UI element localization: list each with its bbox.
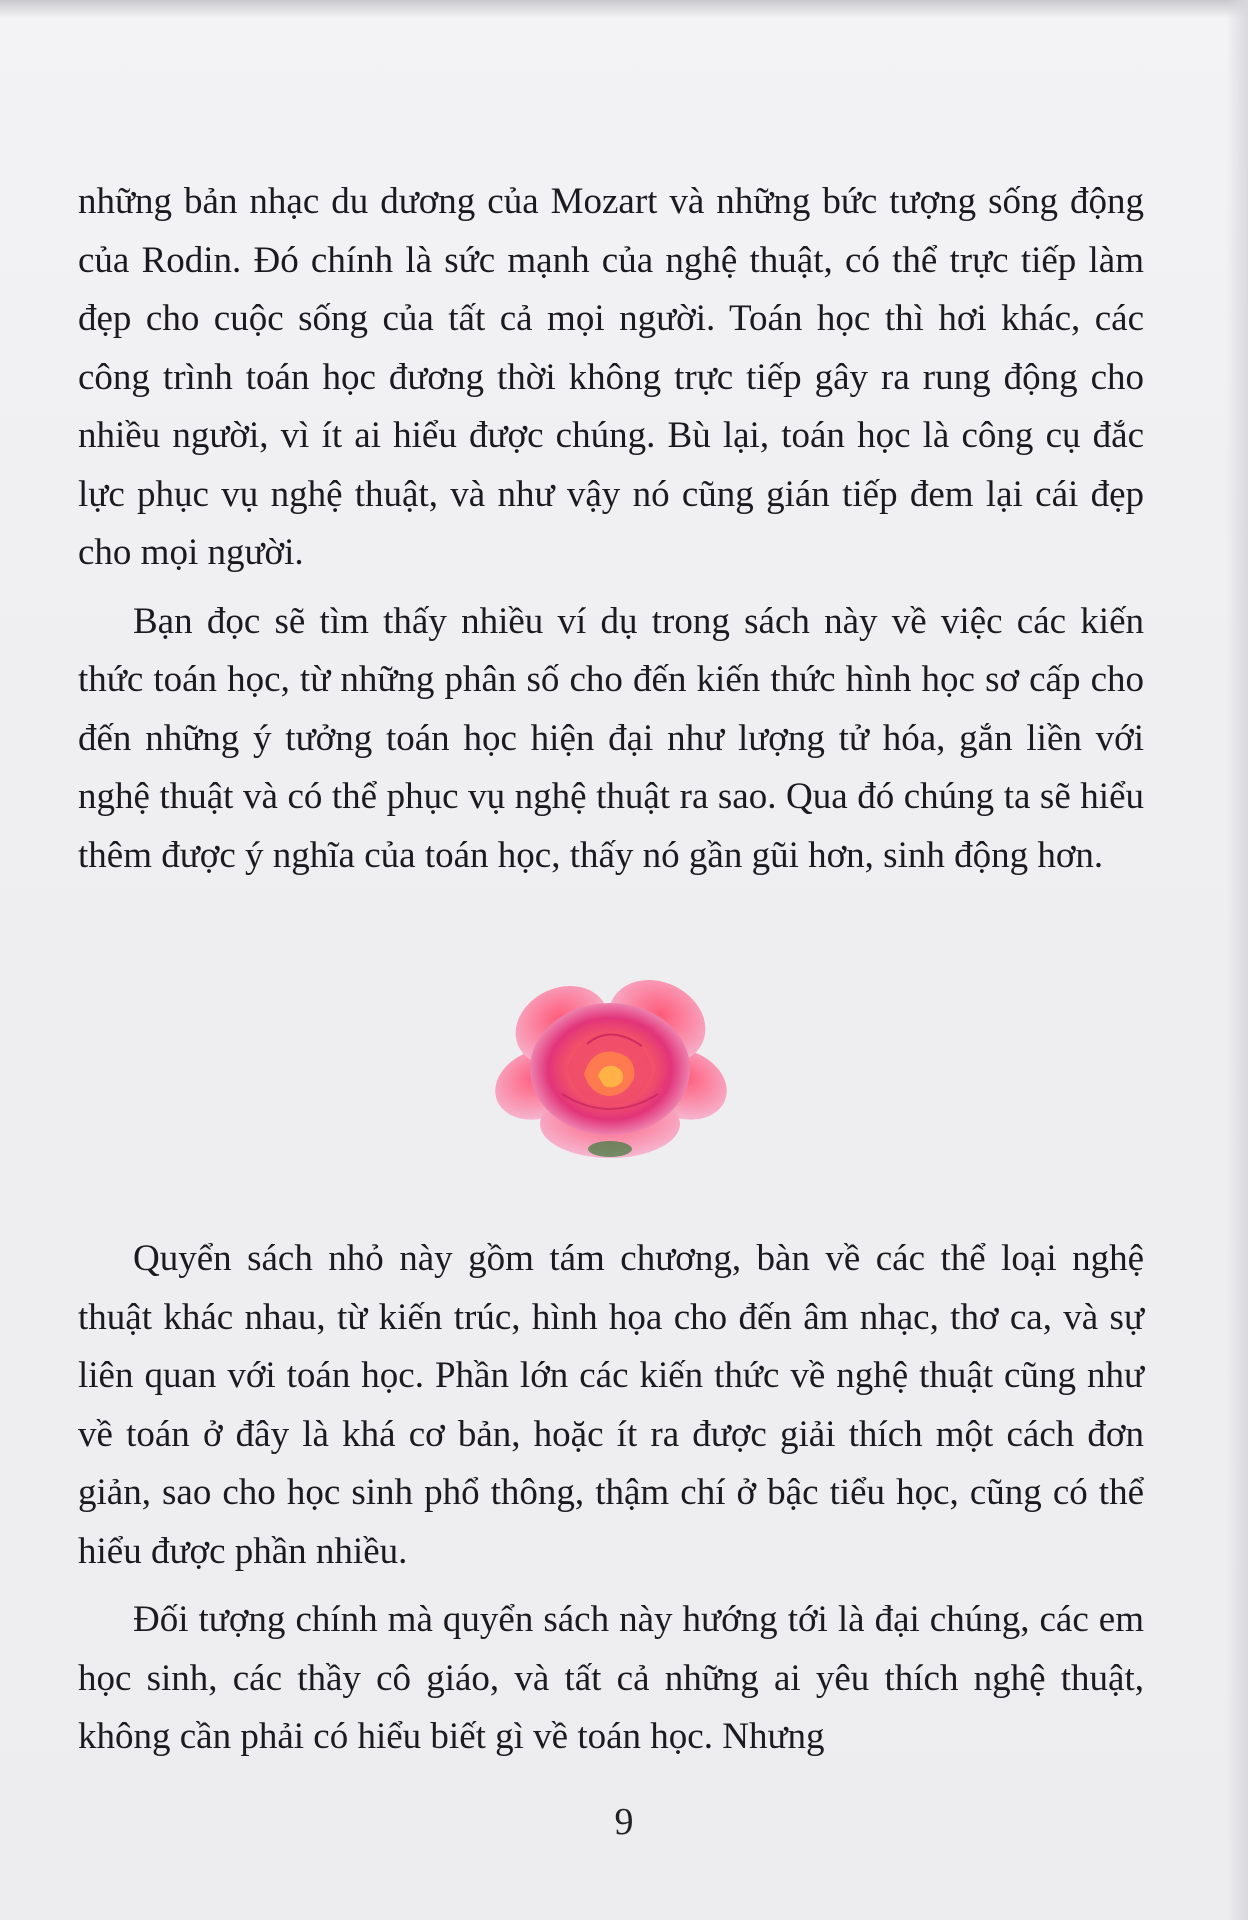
paragraph-mozart-rodin: những bản nhạc du dương của Mozart và những bức tượng sống động của Rodin. Đó chính là sức mạnh của nghệ thuật, có thể trực tiếp làm đẹp cho cuộc sống của tất cả mọi người. Toán học thì hơi khác, các công trình toán học đương thời không trực tiếp gây ra rung động cho nhiều người, vì ít ai hiểu được chúng. Bù lại, toán học là công cụ đắc lực phục vụ nghệ thuật, và như vậy nó cũng gián tiếp đem lại cái đẹp cho mọi người. xyxy=(78,181,1144,573)
page-top-shadow xyxy=(0,0,1248,18)
paragraph-examples: Bạn đọc sẽ tìm thấy nhiều ví dụ trong sách này về việc các kiến thức toán học, từ những phân số cho đến kiến thức hình học sơ cấp cho đến những ý tưởng toán học hiện đại như lượng tử hóa, gắn liền với nghệ thuật và có thể phục vụ nghệ thuật ra sao. Qua đó chúng ta sẽ hiểu thêm được ý nghĩa của toán học, thấy nó gần gũi hơn, sinh động hơn. xyxy=(78,600,1144,876)
paragraph-audience: Đối tượng chính mà quyển sách này hướng tới là đại chúng, các em học sinh, các thầy cô giáo, và tất cả những ai yêu thích nghệ thuật, không cần phải có hiểu biết gì về toán học. Nhưng xyxy=(78,1599,1144,1757)
page-number: 9 xyxy=(614,1801,634,1843)
paragraph-eight-chapters: Quyển sách nhỏ này gồm tám chương, bàn về các thể loại nghệ thuật khác nhau, từ kiến trúc, hình họa cho đến âm nhạc, thơ ca, và sự liên quan với toán học. Phần lớn các kiến thức về nghệ thuật cũng như về toán ở đây là khá cơ bản, hoặc ít ra được giải thích một cách đơn giản, sao cho học sinh phổ thông, thậm chí ở bậc tiểu học, cũng có thể hiểu được phần nhiều. xyxy=(78,1238,1144,1572)
rose-ornament-icon xyxy=(492,974,728,1160)
text-block-top xyxy=(78,173,1144,885)
page-right-shadow xyxy=(1226,0,1248,1920)
text-block-bottom xyxy=(78,1230,1144,1767)
